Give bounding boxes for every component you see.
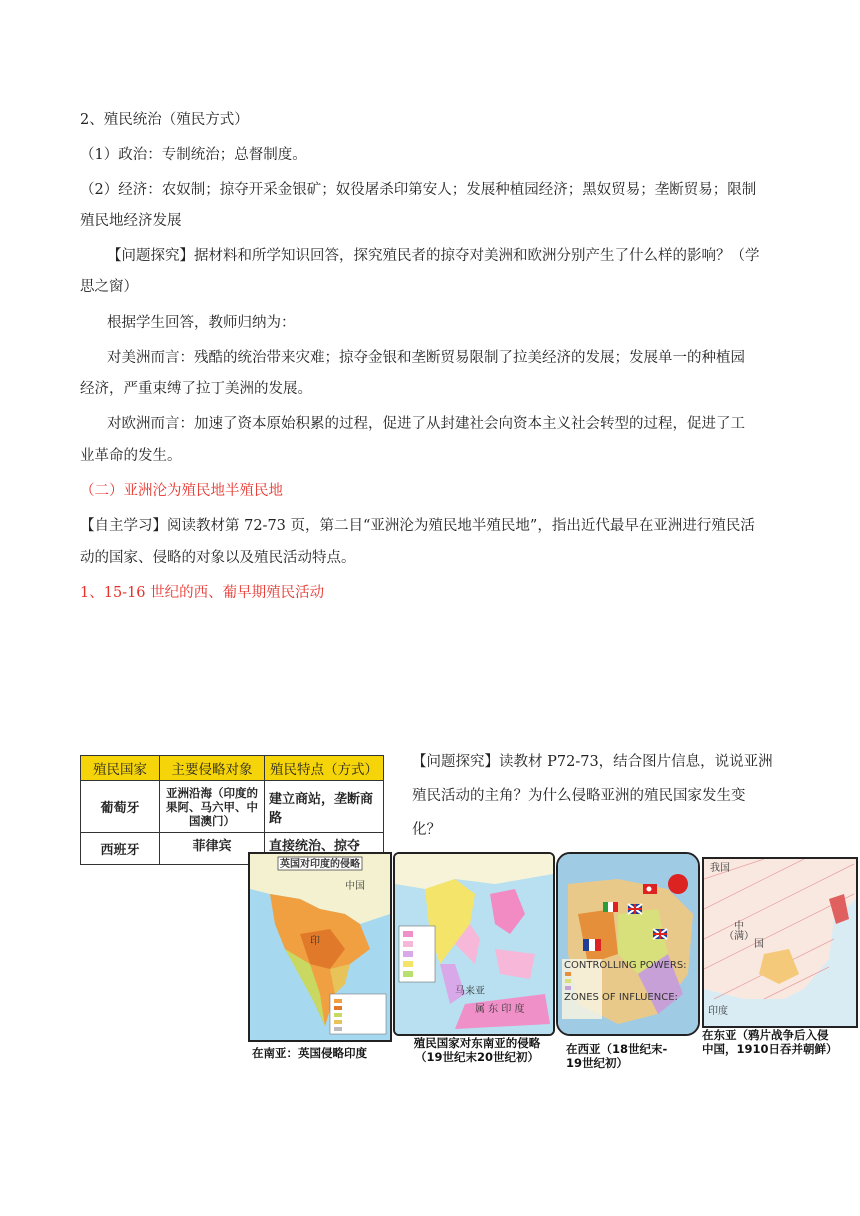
east-asia-caption-line2: 中国，1910日吞并朝鲜） xyxy=(702,1042,838,1056)
india-map-caption: 在南亚：英国侵略印度 xyxy=(252,1046,367,1060)
cell-country: 葡萄牙 xyxy=(81,781,160,833)
flag-icon-uk xyxy=(653,929,667,939)
east-asia-label-china: 中 xyxy=(734,921,744,932)
ottoman-emblem-icon xyxy=(668,874,688,894)
east-asia-map-caption xyxy=(702,1028,838,1056)
inquiry-2-line2: 殖民活动的主角？为什么侵略亚洲的殖民国家发生变 xyxy=(412,788,746,804)
inquiry-2-line1: 【问题探究】读教材 P72-73，结合图片信息，说说亚洲 xyxy=(412,754,773,770)
west-asia-legend-zones: ZONES OF INFLUENCE: xyxy=(564,992,678,1003)
europe-impact-line1: 对欧洲而言：加速了资本原始积累的过程，促进了从封建社会向资本主义社会转型的过程，促进了工 xyxy=(107,416,745,432)
east-asia-label-china2: 国 xyxy=(754,939,764,950)
self-study-line1: 【自主学习】阅读教材第 72-73 页，第二目“亚洲沦为殖民地半殖民地”，指出近代最早在亚洲进行殖民活 xyxy=(80,518,755,534)
india-map-title: 英国对印度的侵略 xyxy=(280,859,360,870)
teacher-summary: 根据学生回答，教师归纳为： xyxy=(107,315,296,331)
southeast-asia-map xyxy=(393,852,555,1036)
header-target: 主要侵略对象 xyxy=(160,756,265,781)
politics-item: （1）政治：专制统治；总督制度。 xyxy=(80,147,307,163)
west-asia-map-caption xyxy=(566,1042,667,1070)
sea-map-label-malaya: 马来亚 xyxy=(455,986,485,997)
section-2-title: 2、殖民统治（殖民方式） xyxy=(80,112,249,128)
cell-feature: 直接统治、掠夺 xyxy=(265,833,384,865)
colonial-table xyxy=(80,755,384,865)
west-asia-legend-title: CONTROLLING POWERS: xyxy=(564,960,687,971)
west-asia-caption-line2: 19世纪初） xyxy=(566,1056,629,1070)
cell-target: 菲律宾 xyxy=(160,833,265,865)
header-feature: 殖民特点（方式） xyxy=(265,756,384,781)
sea-map-label-indies: 属 东 印 度 xyxy=(475,1004,525,1015)
east-asia-caption-line1: 在东亚（鸦片战争后入侵 xyxy=(702,1028,829,1042)
europe-impact-line2: 业革命的发生。 xyxy=(80,448,182,464)
economy-item-line2: 殖民地经济发展 xyxy=(80,213,182,229)
cell-target: 亚洲沿海（印度的果阿、马六甲、中国澳门） xyxy=(160,781,265,833)
sea-map-caption-line1: 殖民国家对东南亚的侵略 xyxy=(413,1036,541,1050)
section-asia-title: （二）亚洲沦为殖民地半殖民地 xyxy=(80,483,283,499)
cell-country: 西班牙 xyxy=(81,833,160,865)
flag-icon-france xyxy=(583,939,601,951)
economy-item-line1: （2）经济：农奴制；掠夺开采金银矿；奴役屠杀印第安人；发展种植园经济；黑奴贸易；垄断贸易；限制 xyxy=(80,182,757,198)
east-asia-label-country: 我国 xyxy=(710,863,730,874)
east-asia-label-qing: （满） xyxy=(724,931,754,942)
east-asia-map xyxy=(702,857,858,1028)
self-study-line2: 动的国家、侵略的对象以及殖民活动特点。 xyxy=(80,550,356,566)
india-map-label-china: 中国 xyxy=(345,881,365,892)
flag-icon-italy xyxy=(603,902,618,912)
america-impact-line1: 对美洲而言：残酷的统治带来灾难；掠夺金银和垄断贸易限制了拉美经济的发展；发展单一的种植园 xyxy=(107,350,745,366)
table-row xyxy=(81,781,384,833)
inquiry-1-line1: 【问题探究】据材料和所学知识回答，探究殖民者的掠夺对美洲和欧洲分别产生了什么样的影响？（学 xyxy=(107,248,760,264)
west-asia-caption-line1: 在西亚（18世纪末- xyxy=(566,1042,668,1056)
india-map xyxy=(248,852,392,1042)
inquiry-1-line2: 思之窗） xyxy=(80,279,138,295)
east-asia-label-india: 印度 xyxy=(708,1006,728,1017)
america-impact-line2: 经济，严重束缚了拉丁美洲的发展。 xyxy=(80,381,312,397)
india-map-label-india: 印 xyxy=(310,936,320,947)
header-country: 殖民国家 xyxy=(81,756,160,781)
subsection-1-title: 1、15-16 世纪的西、葡早期殖民活动 xyxy=(80,585,325,601)
cell-feature: 建立商站，垄断商路 xyxy=(265,781,384,833)
sea-map-caption-line2: （19世纪末20世纪初） xyxy=(414,1050,539,1064)
west-asia-map xyxy=(556,852,700,1036)
flag-icon-uk xyxy=(628,904,642,914)
flag-icon-ottoman xyxy=(643,884,657,894)
sea-map-caption xyxy=(402,1036,552,1064)
inquiry-2-line3: 化？ xyxy=(412,822,441,838)
